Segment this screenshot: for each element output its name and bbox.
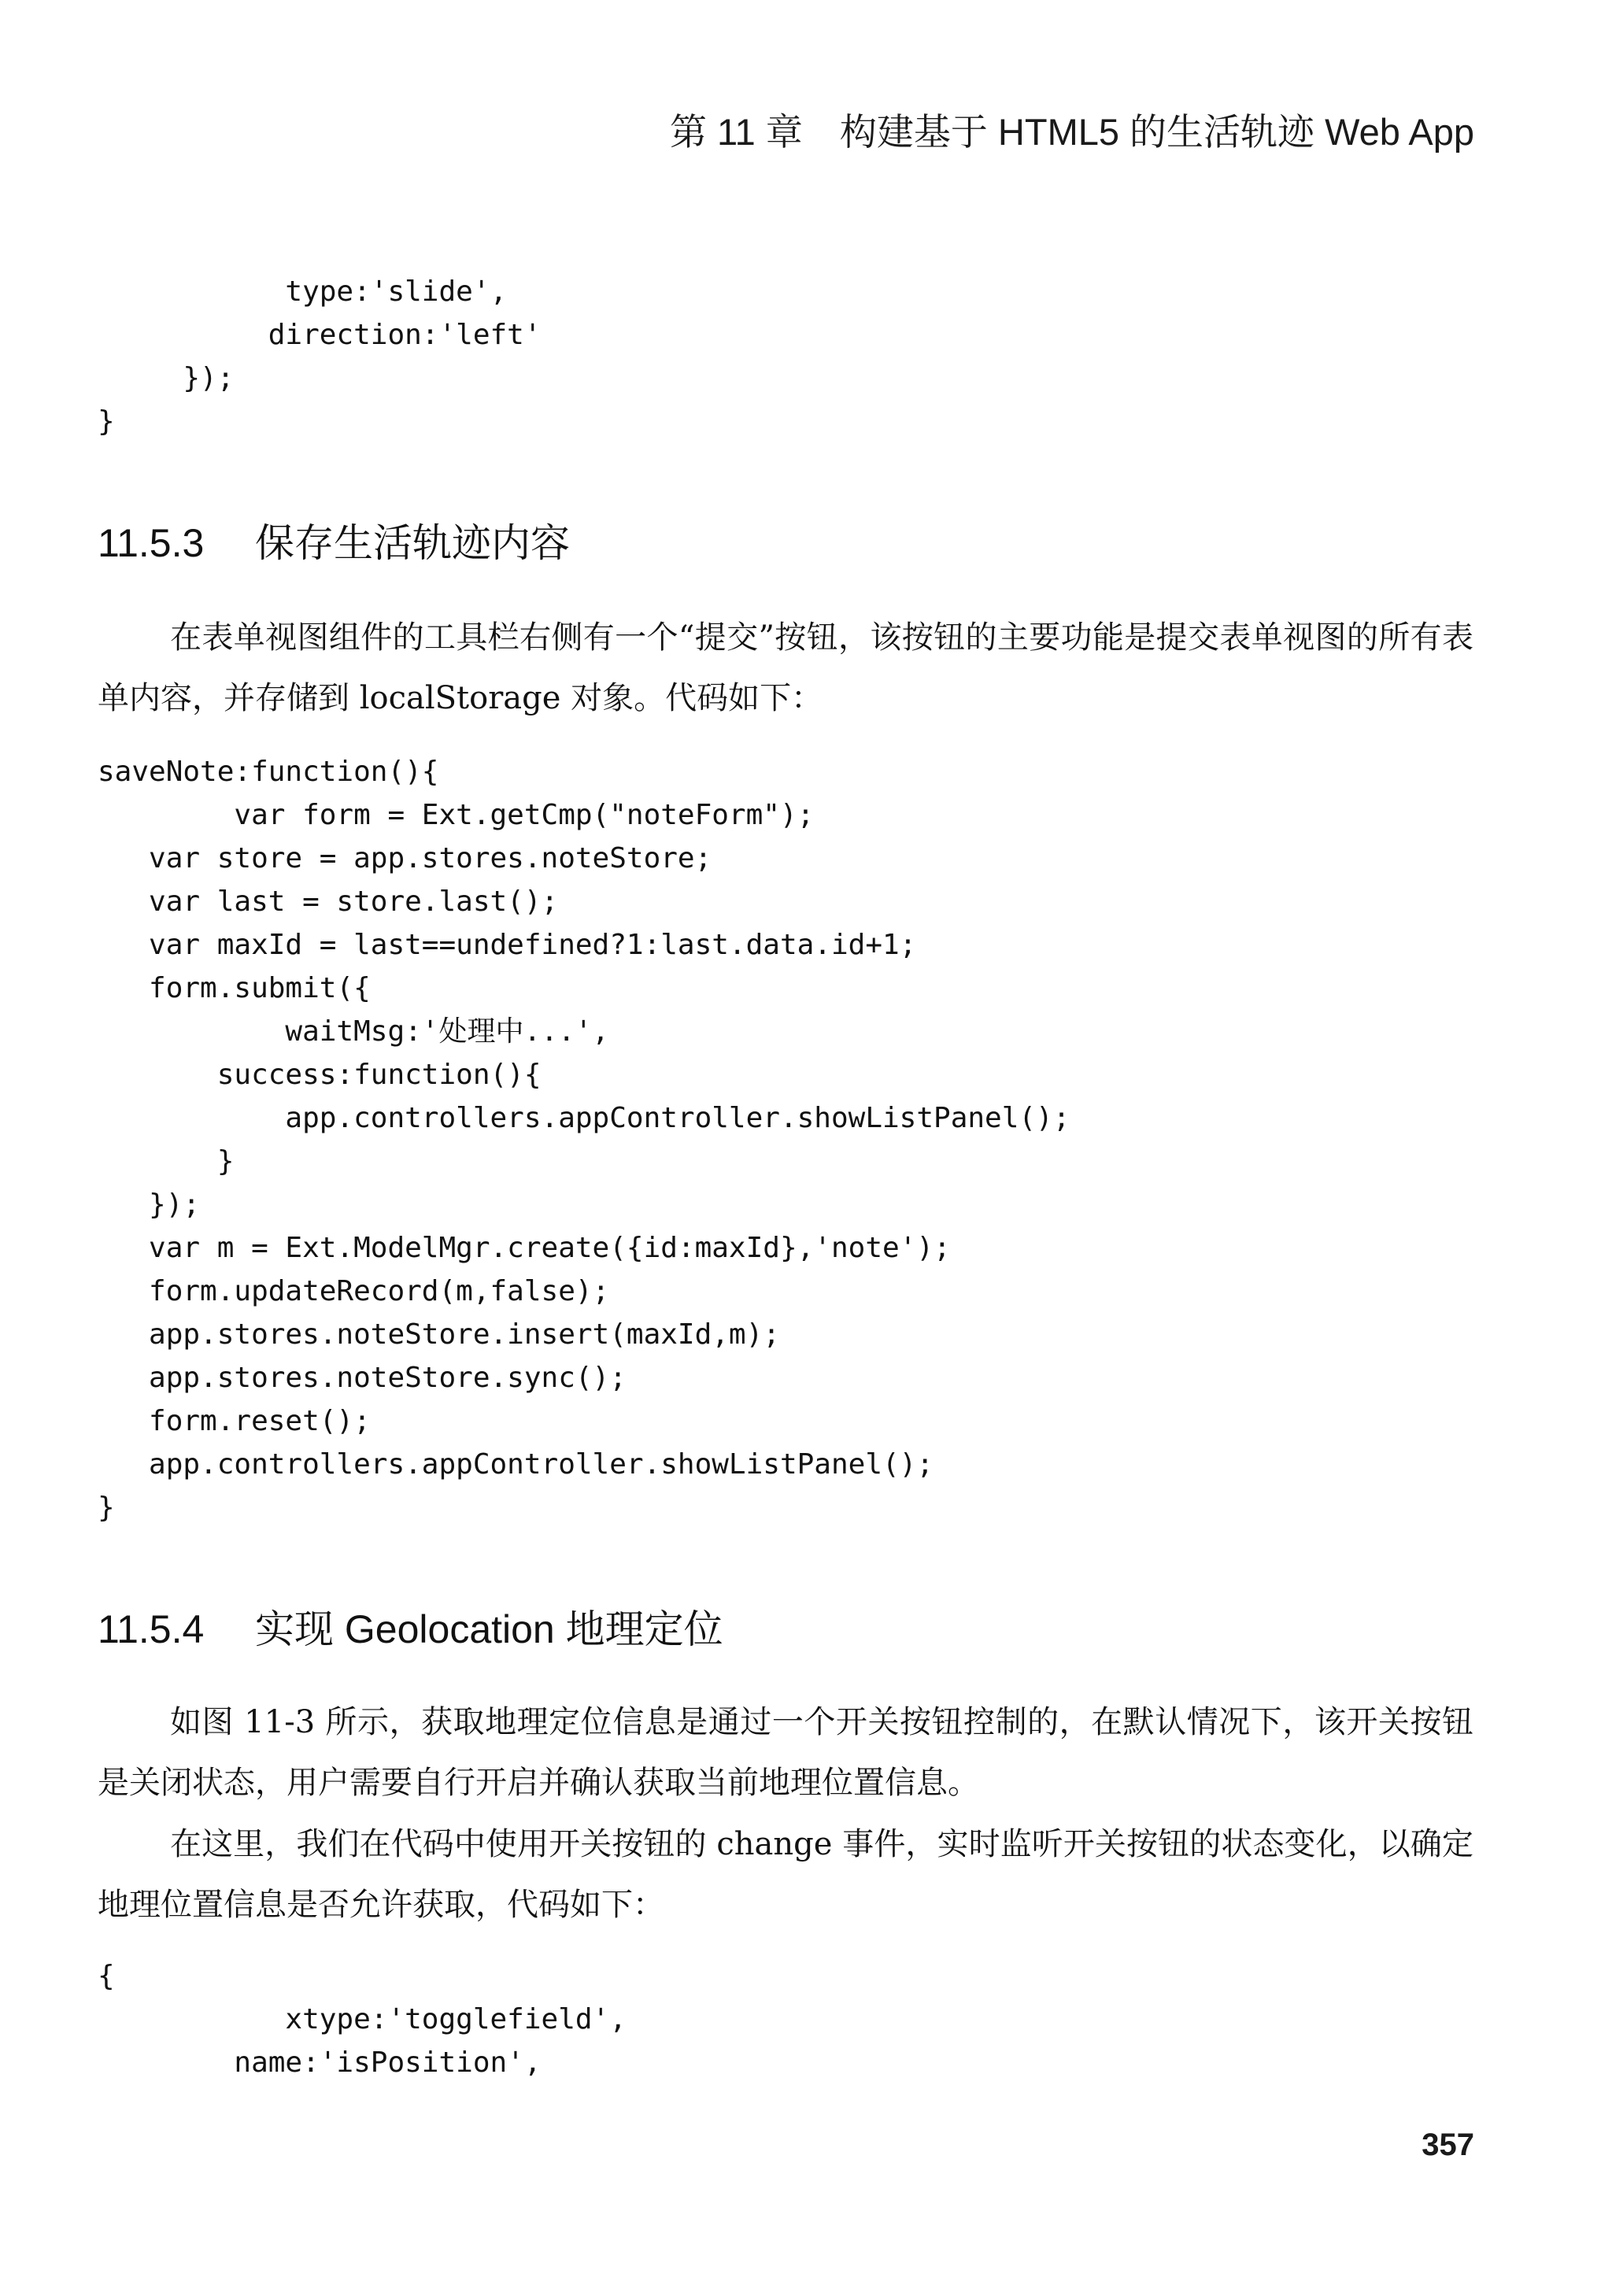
- code-line: waitMsg:'处理中...',: [98, 1015, 609, 1048]
- code-block-save-note: [98, 750, 1070, 1529]
- code-line: form.submit({: [98, 972, 371, 1004]
- paragraph-save-note-intro: 在表单视图组件的工具栏右侧有一个“提交”按钮，该按钮的主要功能是提交表单视图的所有表单内容，并存储到 localStorage 对象。代码如下：: [98, 619, 1473, 716]
- code-line: form.updateRecord(m,false);: [98, 1275, 610, 1307]
- code-line: }: [98, 405, 115, 438]
- code-line: app.stores.noteStore.sync();: [98, 1362, 627, 1394]
- code-line: {: [98, 1960, 115, 1992]
- code-line: var form = Ext.getCmp("noteForm");: [98, 799, 815, 831]
- section-number: 11.5.3: [98, 521, 205, 565]
- code-line: app.controllers.appController.showListPanel();: [98, 1448, 934, 1481]
- code-line: saveNote:function(){: [98, 756, 439, 788]
- code-line: direction:'left': [98, 319, 542, 351]
- section-title: 保存生活轨迹内容: [255, 521, 570, 565]
- code-line: var last = store.last();: [98, 885, 559, 918]
- page-number: 357: [1422, 2128, 1474, 2162]
- code-line: var store = app.stores.noteStore;: [98, 842, 712, 874]
- code-line: var m = Ext.ModelMgr.create({id:maxId},'note');: [98, 1232, 951, 1264]
- code-line: success:function(){: [98, 1059, 542, 1091]
- section-title: 实现 Geolocation 地理定位: [255, 1607, 723, 1651]
- code-line: name:'isPosition',: [98, 2046, 542, 2079]
- code-line: type:'slide',: [98, 275, 508, 308]
- section-number: 11.5.4: [98, 1607, 205, 1651]
- section-heading-11-5-3: [98, 518, 570, 568]
- code-line: form.reset();: [98, 1405, 371, 1437]
- running-header: 第 11 章 构建基于 HTML5 的生活轨迹 Web App: [669, 111, 1474, 153]
- code-line: app.stores.noteStore.insert(maxId,m);: [98, 1318, 780, 1351]
- paragraph-geolocation-intro: 如图 11-3 所示，获取地理定位信息是通过一个开关按钮控制的，在默认情况下，该开关按钮是关闭状态，用户需要自行开启并确认获取当前地理位置信息。: [98, 1704, 1473, 1801]
- code-line: });: [98, 1189, 201, 1221]
- paragraph-change-event: 在这里，我们在代码中使用开关按钮的 change 事件，实时监听开关按钮的状态变化，以确定地理位置信息是否允许获取，代码如下：: [98, 1826, 1473, 1923]
- code-line: var maxId = last==undefined?1:last.data.id+1;: [98, 929, 917, 961]
- code-line: }: [98, 1145, 235, 1178]
- code-line: });: [98, 362, 235, 394]
- code-line: }: [98, 1492, 115, 1524]
- code-block-toggle-field: [98, 1954, 627, 2084]
- code-line: xtype:'togglefield',: [98, 2003, 627, 2035]
- section-heading-11-5-4: [98, 1604, 723, 1655]
- code-line: app.controllers.appController.showListPanel();: [98, 1102, 1070, 1134]
- code-block-transition-end: [98, 270, 542, 443]
